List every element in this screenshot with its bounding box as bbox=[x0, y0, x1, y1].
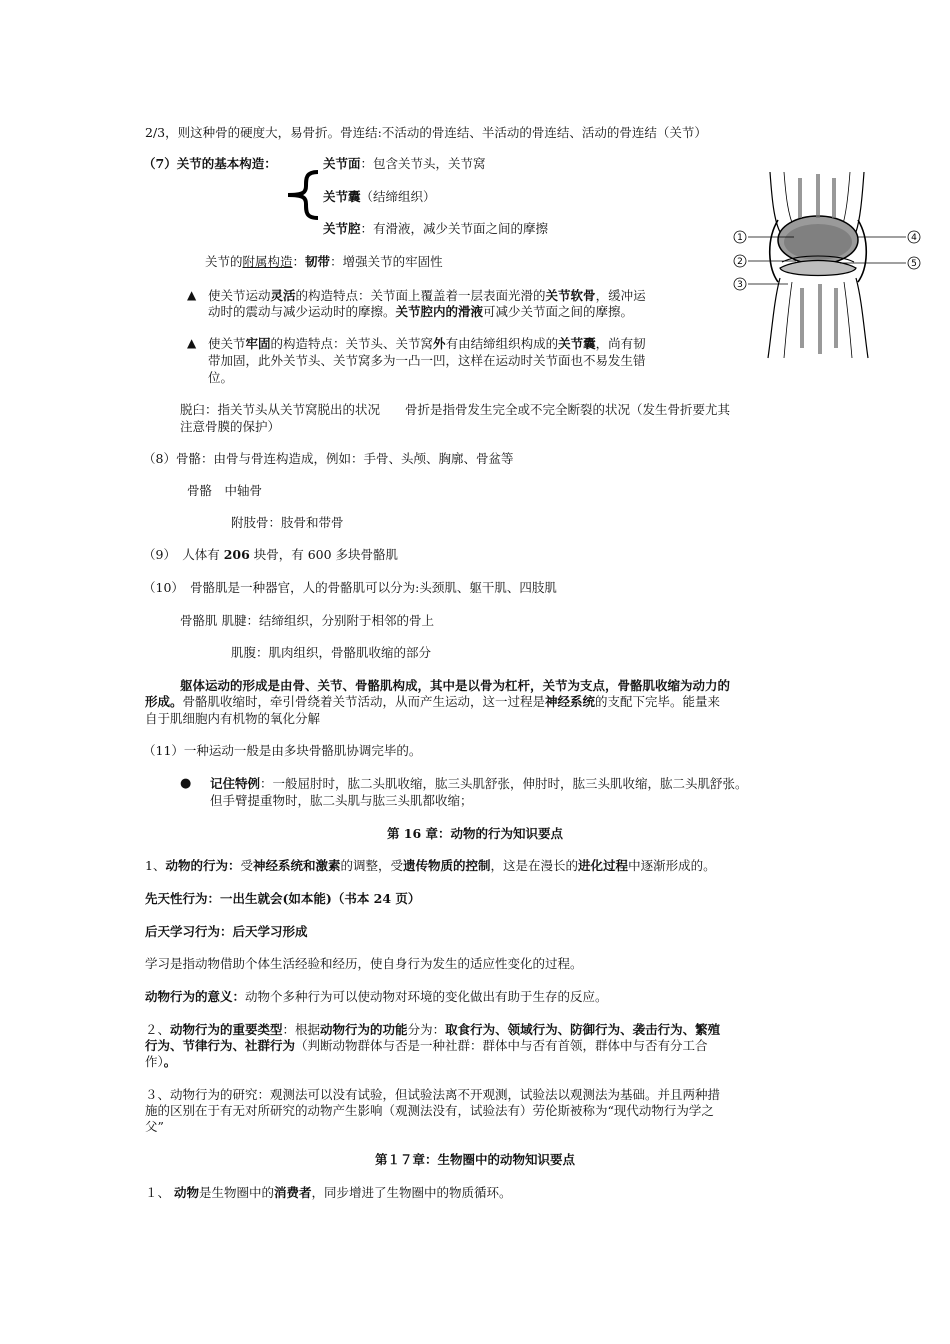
joint-diagram bbox=[728, 170, 928, 360]
text: ： bbox=[292, 254, 306, 269]
text: 动物个多种行为可以使动物对环境的变化做出有助于生存的反应。 bbox=[245, 989, 608, 1004]
text: 使关节运动 bbox=[208, 288, 271, 303]
text: １、 bbox=[145, 1185, 174, 1200]
desc: ：有滑液，减少关节面之间的摩擦 bbox=[360, 221, 549, 236]
desc: （结缔组织） bbox=[360, 189, 436, 204]
section-9-line bbox=[143, 546, 398, 563]
ch16-types-line-2 bbox=[145, 1037, 708, 1054]
special-case-line-1 bbox=[210, 775, 748, 792]
diagram-label: 2 bbox=[737, 257, 743, 267]
section-8-line-1: （8）骨骼：由骨与骨连构造成，例如：手骨、头颅、胸廓、骨盆等 bbox=[143, 451, 514, 466]
term: 动物 bbox=[173, 1185, 199, 1200]
text: 分为： bbox=[407, 1022, 446, 1037]
section-11-line: （11）一种运动一般是由多块骨骼肌协调完毕的。 bbox=[143, 743, 422, 758]
section-10-line-2: 骨骼肌 肌腱：结缔组织，分别附于相邻的骨上 bbox=[180, 613, 434, 628]
curly-brace-icon bbox=[284, 170, 320, 220]
text: ，同步增进了生物圈中的物质循环。 bbox=[311, 1185, 512, 1200]
ch16-learned-behavior: 后天学习行为：后天学习形成 bbox=[145, 924, 308, 939]
ch16-research-line-3: 父” bbox=[145, 1119, 164, 1134]
text: 动时的震动与减少运动时的摩擦。 bbox=[208, 304, 396, 319]
term: 关节腔 bbox=[323, 221, 361, 236]
term: 神经系统 bbox=[545, 694, 596, 709]
chapter-17-title: 第１７章：生物圈中的动物知识要点 bbox=[374, 1152, 575, 1167]
text: ：根据 bbox=[282, 1022, 321, 1037]
term: 动物行为的功能 bbox=[320, 1022, 408, 1037]
number: 206 bbox=[223, 547, 250, 562]
text: 中逐渐形成的。 bbox=[628, 858, 716, 873]
diagram-label: 4 bbox=[911, 233, 917, 243]
flexibility-line-1 bbox=[208, 287, 646, 304]
underlined-term: 附属构造 bbox=[242, 254, 293, 269]
text: ：一般屈肘时，肱二头肌收缩，肱三头肌舒张，伸肘时，肱三头肌收缩，肱二头肌舒张。 bbox=[260, 776, 748, 791]
ch16-learning-definition: 学习是指动物借助个体生活经验和经历，使自身行为发生的适应性变化的过程。 bbox=[145, 956, 583, 971]
text: 骨骼肌收缩时，牵引骨绕着关节活动，从而产生运动，这一过程是 bbox=[182, 694, 546, 709]
term: 动物行为的重要类型 bbox=[170, 1022, 283, 1037]
stability-line-1 bbox=[208, 335, 646, 352]
term: 灵活 bbox=[270, 288, 296, 303]
term: 。 bbox=[163, 1054, 177, 1069]
ch16-innate-behavior: 先天性行为：一出生就会(如本能)（书本 24 页） bbox=[145, 891, 421, 906]
text: 的构造特点：关节头、关节窝 bbox=[270, 336, 434, 351]
term: 神经系统和激素 bbox=[252, 858, 341, 873]
text: ，缓冲运 bbox=[595, 288, 646, 303]
joint-cavity-line bbox=[323, 220, 548, 237]
dislocation-line-1: 脱臼：指关节头从关节窝脱出的状况 骨折是指骨发生完全或不完全断裂的状况（发生骨折要尤其 bbox=[180, 402, 731, 417]
flexibility-line-2 bbox=[208, 303, 633, 320]
ch16-types-line-3 bbox=[145, 1053, 176, 1070]
term: 韧带 bbox=[305, 254, 331, 269]
ch16-research-line-2: 施的区别在于有无对所研究的动物产生影响（观测法没有，试验法有）劳伦斯被称为“现代动物行为学之 bbox=[145, 1103, 714, 1118]
term: 关节囊 bbox=[323, 189, 361, 204]
section-10-line-3: 肌腹：肌肉组织，骨骼肌收缩的部分 bbox=[231, 645, 432, 660]
term: 遗传物质的控制 bbox=[403, 858, 491, 873]
diagram-label: 5 bbox=[911, 259, 917, 269]
section-7-heading: （7）关节的基本构造： bbox=[143, 156, 277, 171]
bullet-dot-icon: ● bbox=[180, 776, 192, 791]
text: 作） bbox=[145, 1054, 164, 1069]
term: 动物的行为： bbox=[165, 858, 241, 873]
term: 外 bbox=[433, 336, 446, 351]
accessory-structure-line bbox=[205, 253, 443, 270]
text: 的调整，受 bbox=[340, 858, 404, 873]
ch16-paragraph-1 bbox=[145, 857, 716, 874]
ch16-significance bbox=[145, 988, 608, 1005]
term: 关节面 bbox=[323, 156, 361, 171]
diagram-label: 1 bbox=[737, 233, 743, 243]
term: 行为、节律行为、社群行为 bbox=[145, 1038, 296, 1053]
triangle-bullet-icon: ▲ bbox=[187, 288, 197, 302]
term: 进化过程 bbox=[578, 858, 629, 873]
term: 动物行为的意义： bbox=[145, 989, 246, 1004]
term: 记住特例 bbox=[210, 776, 261, 791]
text: （9） 人体有 bbox=[143, 547, 224, 562]
text: ２、 bbox=[145, 1022, 171, 1037]
text: ：增强关节的牢固性 bbox=[330, 254, 443, 269]
diagram-label: 3 bbox=[737, 280, 743, 290]
term: 取食行为、领域行为、防御行为、袭击行为、繁殖 bbox=[445, 1022, 721, 1037]
term: 关节囊 bbox=[558, 336, 596, 351]
term: 关节腔内的滑液 bbox=[395, 304, 484, 319]
text: 块骨，有 600 多块骨骼肌 bbox=[249, 547, 399, 562]
joint-surface-line bbox=[323, 155, 486, 172]
movement-line-2 bbox=[145, 693, 720, 710]
text: 是生物圈中的 bbox=[199, 1185, 275, 1200]
chapter-16-title: 第 16 章：动物的行为知识要点 bbox=[386, 826, 564, 841]
section-10-line-1: （10） 骨骼肌是一种器官，人的骨骼肌可以分为:头颈肌、躯干肌、四肢肌 bbox=[143, 580, 557, 595]
ch17-paragraph-1 bbox=[145, 1184, 512, 1201]
text: 的构造特点：关节面上覆盖着一层表面光滑的 bbox=[295, 288, 546, 303]
ch16-research-line-1: ３、动物行为的研究：观测法可以没有试验，但试验法离不开观测，试验法以观测法为基础。并且两种措 bbox=[145, 1087, 721, 1102]
text-line: 2/3，则这种骨的硬度大，易骨折。骨连结:不活动的骨连结、半活动的骨连结、活动的骨连结（关节） bbox=[145, 125, 707, 140]
text: 可减少关节面之间的摩擦。 bbox=[483, 304, 634, 319]
section-8-line-2: 骨骼 中轴骨 bbox=[187, 483, 263, 498]
text: （判断动物群体与否是一种社群：群体中与否有首领，群体中与否有分工合 bbox=[295, 1038, 708, 1053]
desc: ：包含关节头，关节窝 bbox=[360, 156, 486, 171]
triangle-bullet-icon: ▲ bbox=[187, 336, 197, 350]
text: ，这是在漫长的 bbox=[490, 858, 579, 873]
ch16-types-line-1 bbox=[145, 1021, 720, 1038]
movement-line-1: 躯体运动的形成是由骨、关节、骨骼肌构成，其中是以骨为杠杆，关节为支点，骨骼肌收缩为动力的 bbox=[180, 678, 731, 693]
text: 关节的 bbox=[205, 254, 243, 269]
section-8-line-3: 附肢骨：肢骨和带骨 bbox=[231, 515, 344, 530]
text: ，尚有韧 bbox=[595, 336, 646, 351]
text: 1、 bbox=[145, 858, 166, 873]
movement-line-3: 自于肌细胞内有机物的氧化分解 bbox=[145, 711, 321, 726]
term: 牢固 bbox=[245, 336, 271, 351]
term: 关节软骨 bbox=[545, 288, 596, 303]
term: 形成。 bbox=[145, 694, 183, 709]
special-case-line-2: 但手臂提重物时，肱二头肌与肱三头肌都收缩； bbox=[210, 793, 473, 808]
stability-line-3: 位。 bbox=[208, 370, 234, 385]
text: 使关节 bbox=[208, 336, 246, 351]
dislocation-line-2: 注意骨膜的保护） bbox=[180, 419, 281, 434]
text: 的支配下完毕。能量来 bbox=[595, 694, 721, 709]
joint-capsule-line bbox=[323, 188, 436, 205]
stability-line-2: 带加固，此外关节头、关节窝多为一凸一凹，这样在运动时关节面也不易发生错 bbox=[208, 353, 646, 368]
text: 有由结缔组织构成的 bbox=[445, 336, 559, 351]
term: 消费者 bbox=[274, 1185, 312, 1200]
text: 受 bbox=[240, 858, 253, 873]
